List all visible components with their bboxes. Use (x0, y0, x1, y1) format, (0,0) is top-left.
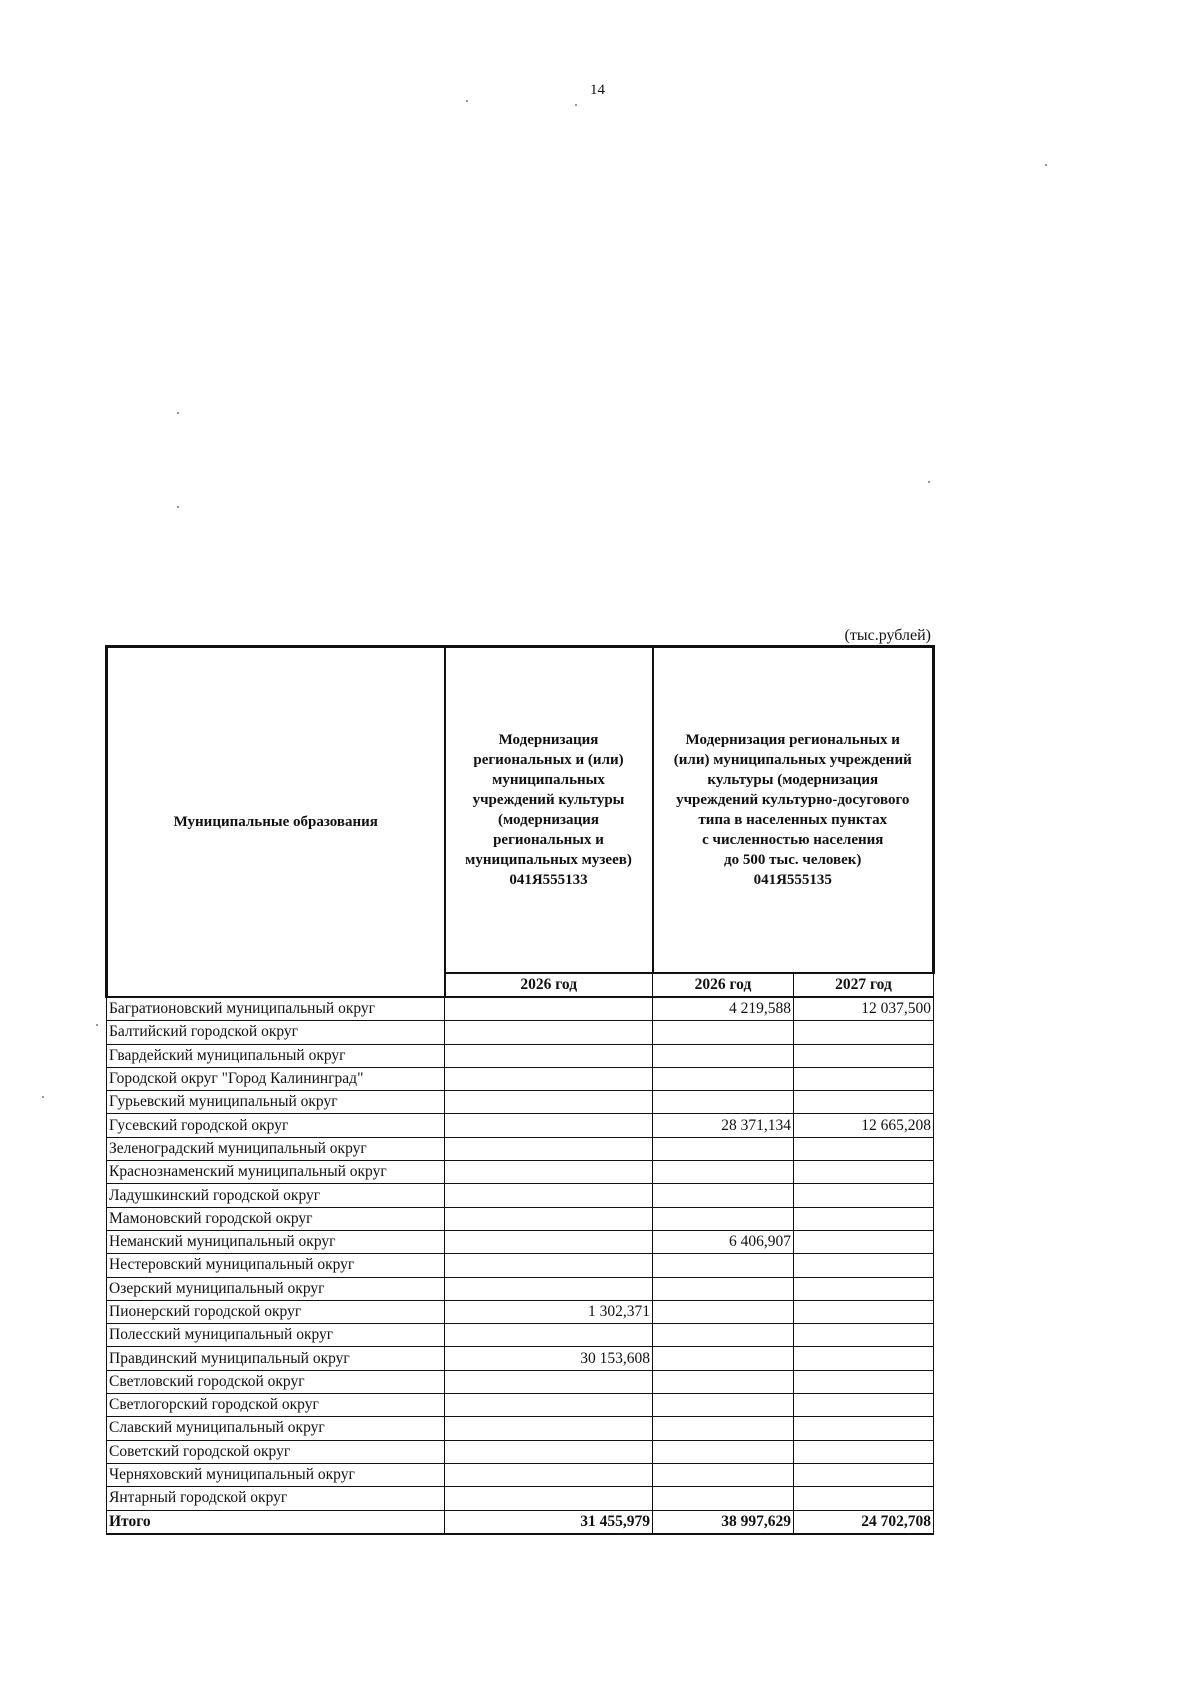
cell-culture-2026 (653, 1347, 794, 1370)
row-municipality-name: Славский муниципальный округ (107, 1417, 445, 1440)
row-municipality-name: Неманский муниципальный округ (107, 1230, 445, 1253)
cell-culture-2027 (794, 1370, 934, 1393)
cell-museums-2026 (445, 1184, 653, 1207)
header-culture-line: (или) муниципальных учреждений (673, 752, 912, 768)
cell-culture-2026 (653, 1207, 794, 1230)
scan-speck (466, 100, 468, 102)
row-municipality-name: Городской округ "Город Калининград" (107, 1067, 445, 1090)
table-row (107, 1091, 934, 1114)
row-municipality-name: Черняховский муниципальный округ (107, 1463, 445, 1486)
table-row (107, 1277, 934, 1300)
table-total-row (107, 1510, 934, 1534)
cell-culture-2027: 12 037,500 (794, 997, 934, 1021)
cell-museums-2026 (445, 1067, 653, 1090)
row-municipality-name: Гурьевский муниципальный округ (107, 1091, 445, 1114)
table-row (107, 1114, 934, 1137)
table-row (107, 1300, 934, 1323)
cell-culture-2026 (653, 1021, 794, 1044)
table-row (107, 997, 934, 1021)
cell-culture-2026 (653, 1417, 794, 1440)
cell-culture-2026 (653, 1324, 794, 1347)
total-cell-culture-2026: 38 997,629 (653, 1510, 794, 1534)
row-municipality-name: Светлогорский городской округ (107, 1394, 445, 1417)
cell-culture-2026 (653, 1300, 794, 1323)
row-municipality-name: Полесский муниципальный округ (107, 1324, 445, 1347)
cell-museums-2026 (445, 1091, 653, 1114)
table-row (107, 1067, 934, 1090)
row-municipality-name: Краснознаменский муниципальный округ (107, 1161, 445, 1184)
row-municipality-name: Гусевский городской округ (107, 1114, 445, 1137)
row-municipality-name: Гвардейский муниципальный округ (107, 1044, 445, 1067)
cell-museums-2026 (445, 1417, 653, 1440)
cell-culture-2027 (794, 1137, 934, 1160)
cell-culture-2027 (794, 1161, 934, 1184)
table-row (107, 1021, 934, 1044)
scan-speck (42, 1096, 44, 1098)
scan-speck (928, 481, 930, 483)
cell-culture-2027 (794, 1021, 934, 1044)
table-row (107, 1440, 934, 1463)
cell-museums-2026 (445, 1021, 653, 1044)
header-museums-line: (модернизация (498, 812, 599, 828)
header-culture-line: с численностью населения (702, 832, 884, 848)
header-museums-line: муниципальных музеев) (465, 852, 632, 868)
row-municipality-name: Мамоновский городской округ (107, 1207, 445, 1230)
cell-museums-2026 (445, 1394, 653, 1417)
cell-museums-2026 (445, 1044, 653, 1067)
cell-culture-2027 (794, 1091, 934, 1114)
cell-culture-2026: 6 406,907 (653, 1230, 794, 1253)
header-museums-line: региональных и (или) (473, 752, 624, 768)
cell-culture-2027 (794, 1300, 934, 1323)
budget-table (105, 645, 935, 1535)
table-row (107, 1207, 934, 1230)
cell-museums-2026: 1 302,371 (445, 1300, 653, 1323)
header-museums-line: учреждений культуры (472, 792, 625, 808)
row-municipality-name: Правдинский муниципальный округ (107, 1347, 445, 1370)
cell-museums-2026 (445, 1487, 653, 1510)
header-year-museums-2026: 2026 год (445, 973, 653, 997)
cell-culture-2027 (794, 1440, 934, 1463)
cell-culture-2027 (794, 1487, 934, 1510)
table-row (107, 1370, 934, 1393)
cell-culture-2026 (653, 1440, 794, 1463)
cell-culture-2027 (794, 1324, 934, 1347)
cell-culture-2026 (653, 1370, 794, 1393)
cell-culture-2027: 12 665,208 (794, 1114, 934, 1137)
row-municipality-name: Багратионовский муниципальный округ (107, 997, 445, 1021)
cell-museums-2026 (445, 1207, 653, 1230)
row-municipality-name: Озерский муниципальный округ (107, 1277, 445, 1300)
cell-culture-2027 (794, 1184, 934, 1207)
total-cell-museums-2026: 31 455,979 (445, 1510, 653, 1534)
header-year-culture-2027: 2027 год (794, 973, 934, 997)
cell-culture-2026 (653, 1254, 794, 1277)
header-museums-line: Модернизация (498, 732, 599, 748)
cell-culture-2026 (653, 1463, 794, 1486)
table-row (107, 1417, 934, 1440)
cell-culture-2026 (653, 1091, 794, 1114)
header-municipality: Муниципальные образования (107, 647, 445, 998)
table-row (107, 1394, 934, 1417)
cell-museums-2026 (445, 1440, 653, 1463)
cell-culture-2026 (653, 1161, 794, 1184)
scan-speck (575, 104, 577, 106)
row-municipality-name: Нестеровский муниципальный округ (107, 1254, 445, 1277)
cell-culture-2027 (794, 1207, 934, 1230)
table-row (107, 1161, 934, 1184)
cell-culture-2027 (794, 1230, 934, 1253)
table-row (107, 1044, 934, 1067)
table-header-row (107, 647, 934, 974)
table-row (107, 1347, 934, 1370)
cell-museums-2026: 30 153,608 (445, 1347, 653, 1370)
cell-culture-2026 (653, 1184, 794, 1207)
row-municipality-name: Балтийский городской округ (107, 1021, 445, 1044)
table-row (107, 1137, 934, 1160)
cell-museums-2026 (445, 1230, 653, 1253)
scan-speck (96, 1024, 98, 1026)
header-culture-line: Модернизация региональных и (685, 732, 900, 748)
table-body (107, 997, 934, 1534)
table-row (107, 1184, 934, 1207)
header-museums-line: муниципальных (492, 772, 605, 788)
header-culture-line: учреждений культурно-досугового (676, 792, 910, 808)
header-museums-line: региональных и (493, 832, 604, 848)
total-cell-culture-2027: 24 702,708 (794, 1510, 934, 1534)
cell-culture-2026: 28 371,134 (653, 1114, 794, 1137)
cell-culture-2027 (794, 1347, 934, 1370)
cell-museums-2026 (445, 1324, 653, 1347)
cell-culture-2027 (794, 1394, 934, 1417)
row-municipality-name: Советский городской округ (107, 1440, 445, 1463)
header-culture-code: 041Я555135 (753, 872, 832, 888)
cell-culture-2026 (653, 1044, 794, 1067)
table-row (107, 1254, 934, 1277)
units-label: (тыс.рублей) (844, 627, 931, 644)
header-culture-centers (653, 647, 934, 974)
header-year-culture-2026: 2026 год (653, 973, 794, 997)
table-row (107, 1487, 934, 1510)
cell-culture-2026 (653, 1277, 794, 1300)
cell-culture-2027 (794, 1417, 934, 1440)
cell-culture-2026 (653, 1487, 794, 1510)
scan-speck (1045, 164, 1047, 166)
cell-museums-2026 (445, 1114, 653, 1137)
cell-museums-2026 (445, 1370, 653, 1393)
table-row (107, 1324, 934, 1347)
row-municipality-name: Пионерский городской округ (107, 1300, 445, 1323)
header-museums-code: 041Я555133 (509, 872, 588, 888)
cell-culture-2026: 4 219,588 (653, 997, 794, 1021)
cell-culture-2027 (794, 1067, 934, 1090)
cell-culture-2027 (794, 1463, 934, 1486)
cell-culture-2027 (794, 1277, 934, 1300)
row-municipality-name: Янтарный городской округ (107, 1487, 445, 1510)
cell-museums-2026 (445, 1463, 653, 1486)
table-row (107, 1463, 934, 1486)
cell-culture-2026 (653, 1137, 794, 1160)
cell-museums-2026 (445, 1277, 653, 1300)
scan-speck (177, 412, 179, 414)
cell-museums-2026 (445, 1161, 653, 1184)
cell-culture-2027 (794, 1254, 934, 1277)
header-museums (445, 647, 653, 974)
header-culture-line: культуры (модернизация (707, 772, 879, 788)
row-municipality-name: Светловский городской округ (107, 1370, 445, 1393)
header-culture-line: до 500 тыс. человек) (724, 852, 862, 868)
scan-speck (177, 506, 179, 508)
cell-museums-2026 (445, 1254, 653, 1277)
total-label: Итого (107, 1510, 445, 1534)
cell-culture-2027 (794, 1044, 934, 1067)
cell-culture-2026 (653, 1394, 794, 1417)
cell-culture-2026 (653, 1067, 794, 1090)
page-number: 14 (590, 82, 605, 98)
cell-museums-2026 (445, 1137, 653, 1160)
row-municipality-name: Ладушкинский городской округ (107, 1184, 445, 1207)
row-municipality-name: Зеленоградский муниципальный округ (107, 1137, 445, 1160)
cell-museums-2026 (445, 997, 653, 1021)
table-row (107, 1230, 934, 1253)
header-culture-line: типа в населенных пунктах (698, 812, 888, 828)
